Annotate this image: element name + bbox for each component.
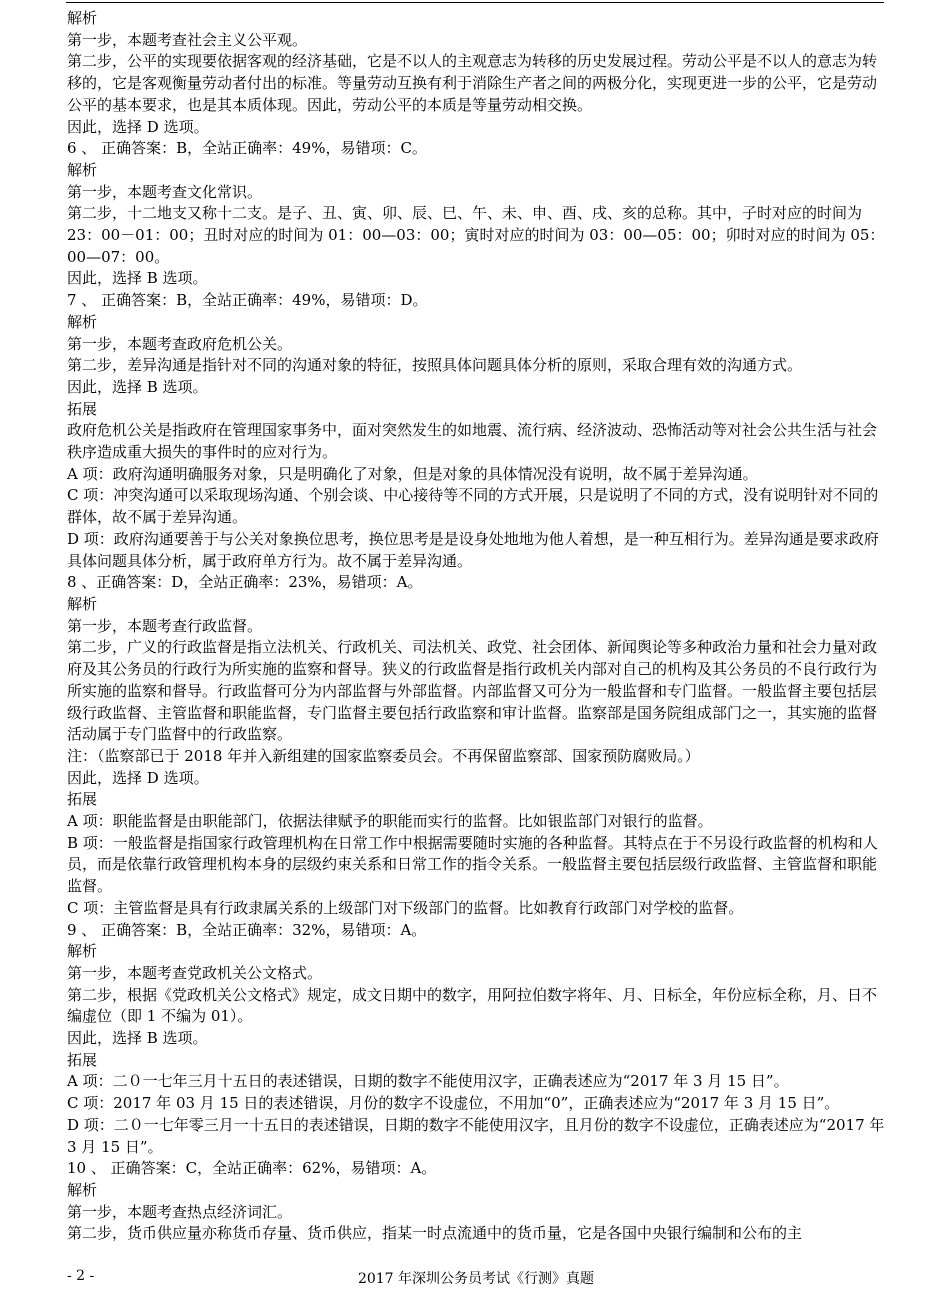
text-line: 因此，选择 B 选项。 — [67, 377, 208, 396]
text-line: A 项：二０一七年三月十五日的表述错误，日期的数字不能使用汉字，正确表述应为“2017 年 3 月 15 日”。 — [67, 1072, 789, 1091]
header-rule — [66, 2, 884, 3]
text-line: 第二步，差异沟通是指针对不同的沟通对象的特征，按照具体问题具体分析的原则，采取合理有效的沟通方式。 — [67, 356, 803, 375]
text-line: 第一步，本题考查政府危机公关。 — [67, 334, 293, 353]
text-line: 因此，选择 D 选项。 — [67, 768, 209, 787]
text-line: 因此，选择 D 选项。 — [67, 117, 209, 136]
text-line: D 项：政府沟通要善于与公关对象换位思考，换位思考是是设身处地地为他人着想，是一种互相行为。差异沟通是要求政府具体问题具体分析，属于政府单方行为。故不属于差异沟通。 — [67, 529, 879, 570]
text-line: 第一步，本题考查热点经济词汇。 — [67, 1202, 293, 1221]
text-line: 政府危机公关是指政府在管理国家事务中，面对突然发生的如地震、流行病、经济波动、恐怖活动等对社会公共生活与社会秩序造成重大损失的事件时的应对行为。 — [67, 421, 878, 462]
text-line: 第一步，本题考查行政监督。 — [67, 616, 263, 635]
text-line: 第二步，广义的行政监督是指立法机关、行政机关、司法机关、政党、社会团体、新闻舆论等多种政治力量和社会力量对政府及其公务员的行政行为所实施的监察和督导。狭义的行政监督是指行政机关内部对自己的机构及其公务员的不良行政行为所实施的监察和督导。行政监督可分为内部监督与外部监督。内部监督又可分为一般监督和专门监督。一般监督主要包括层级行政监督、主管监督和职能监督，专门监督主要包括行政监察和审计监督。监察部是国务院组成部门之一，其实施的监督活动属于专门监督中的行政监察。 — [67, 638, 878, 744]
question-answer-line: 9 、 正确答案：B，全站正确率：32%，易错项：A。 — [67, 920, 427, 939]
text-line: 因此，选择 B 选项。 — [67, 1029, 208, 1048]
page-footer — [67, 1268, 885, 1290]
text-line: 第二步，十二地支又称十二支。是子、丑、寅、卯、辰、巳、午、未、申、酉、戌、亥的总称。其中，子时对应的时间为 23：00－01：00；丑时对应的时间为 01：00—03：00；寅时对应的时间为 03：00—05：00；卯时对应的时间为 05：00—07：00。 — [67, 204, 885, 266]
question-answer-line: 6 、 正确答案：B，全站正确率：49%，易错项：C。 — [67, 139, 427, 158]
text-line: 解析 — [67, 942, 98, 961]
text-line: 解析 — [67, 312, 98, 331]
text-line: 拓展 — [67, 790, 98, 809]
text-line: 因此，选择 B 选项。 — [67, 269, 208, 288]
text-line: D 项：二０一七年零三月一十五日的表述错误，日期的数字不能使用汉字，且月份的数字不设虚位，正确表述应为“2017 年 3 月 15 日”。 — [67, 1115, 885, 1156]
text-line: A 项：政府沟通明确服务对象，只是明确化了对象，但是对象的具体情况没有说明，故不属于差异沟通。 — [67, 464, 758, 483]
footer-title: 2017 年深圳公务员考试《行测》真题 — [357, 1271, 595, 1287]
text-line: 第二步，公平的实现要依据客观的经济基础，它是不以人的主观意志为转移的历史发展过程。劳动公平是不以人的意志为转移的，它是客观衡量劳动者付出的标准。等量劳动互换有利于消除生产者之间的两极分化，实现更进一步的公平，它是劳动公平的基本要求，也是其本质体现。因此，劳动公平的本质是等量劳动相交换。 — [67, 52, 878, 114]
text-line: C 项：冲突沟通可以采取现场沟通、个别会谈、中心接待等不同的方式开展，只是说明了不同的方式，没有说明针对不同的群体，故不属于差异沟通。 — [67, 486, 879, 527]
text-line: 解析 — [67, 594, 98, 613]
text-line: 第一步，本题考查社会主义公平观。 — [67, 30, 308, 49]
text-line: 拓展 — [67, 1050, 98, 1069]
text-line: 解析 — [67, 160, 98, 179]
text-line: C 项：2017 年 03 月 15 日的表述错误，月份的数字不设虚位，不用加“0”，正确表述应为“2017 年 3 月 15 日”。 — [67, 1094, 840, 1113]
text-line: A 项：职能监督是由职能部门，依据法律赋予的职能而实行的监督。比如银监部门对银行的监督。 — [67, 812, 713, 831]
text-line: 第一步，本题考查党政机关公文格式。 — [67, 963, 323, 982]
text-line: 解析 — [67, 9, 98, 27]
text-line: 注：（监察部已于 2018 年并入新组建的国家监察委员会。不再保留监察部、国家预防腐败局。） — [67, 746, 700, 765]
page-number: - 2 - — [67, 1268, 95, 1284]
question-answer-line: 10 、 正确答案：C，全站正确率：62%，易错项：A。 — [67, 1159, 437, 1178]
text-line: C 项：主管监督是具有行政隶属关系的上级部门对下级部门的监督。比如教育行政部门对学校的监督。 — [67, 898, 744, 917]
text-line: 第二步，货币供应量亦称货币存量、货币供应，指某一时点流通中的货币量，它是各国中央银行编制和公布的主 — [67, 1224, 803, 1243]
text-line: 第二步，根据《党政机关公文格式》规定，成文日期中的数字，用阿拉伯数字将年、月、日标全，年份应标全称，月、日不编虚位（即 1 不编为 01）。 — [67, 985, 878, 1026]
text-line: 解析 — [67, 1180, 98, 1199]
question-answer-line: 7 、 正确答案：B，全站正确率：49%，易错项：D。 — [67, 291, 428, 310]
question-answer-line: 8 、正确答案：D，全站正确率：23%，易错项：A。 — [67, 573, 423, 592]
document-body — [67, 8, 885, 1245]
text-line: 第一步，本题考查文化常识。 — [67, 182, 263, 201]
text-line: 拓展 — [67, 399, 98, 418]
text-line: B 项：一般监督是指国家行政管理机构在日常工作中根据需要随时实施的各种监督。其特点在于不另设行政监督的机构和人员，而是依靠行政管理机构本身的层级约束关系和日常工作的指令关系。一般监督主要包括层级行政监督、主管监督和职能监督。 — [67, 833, 878, 896]
